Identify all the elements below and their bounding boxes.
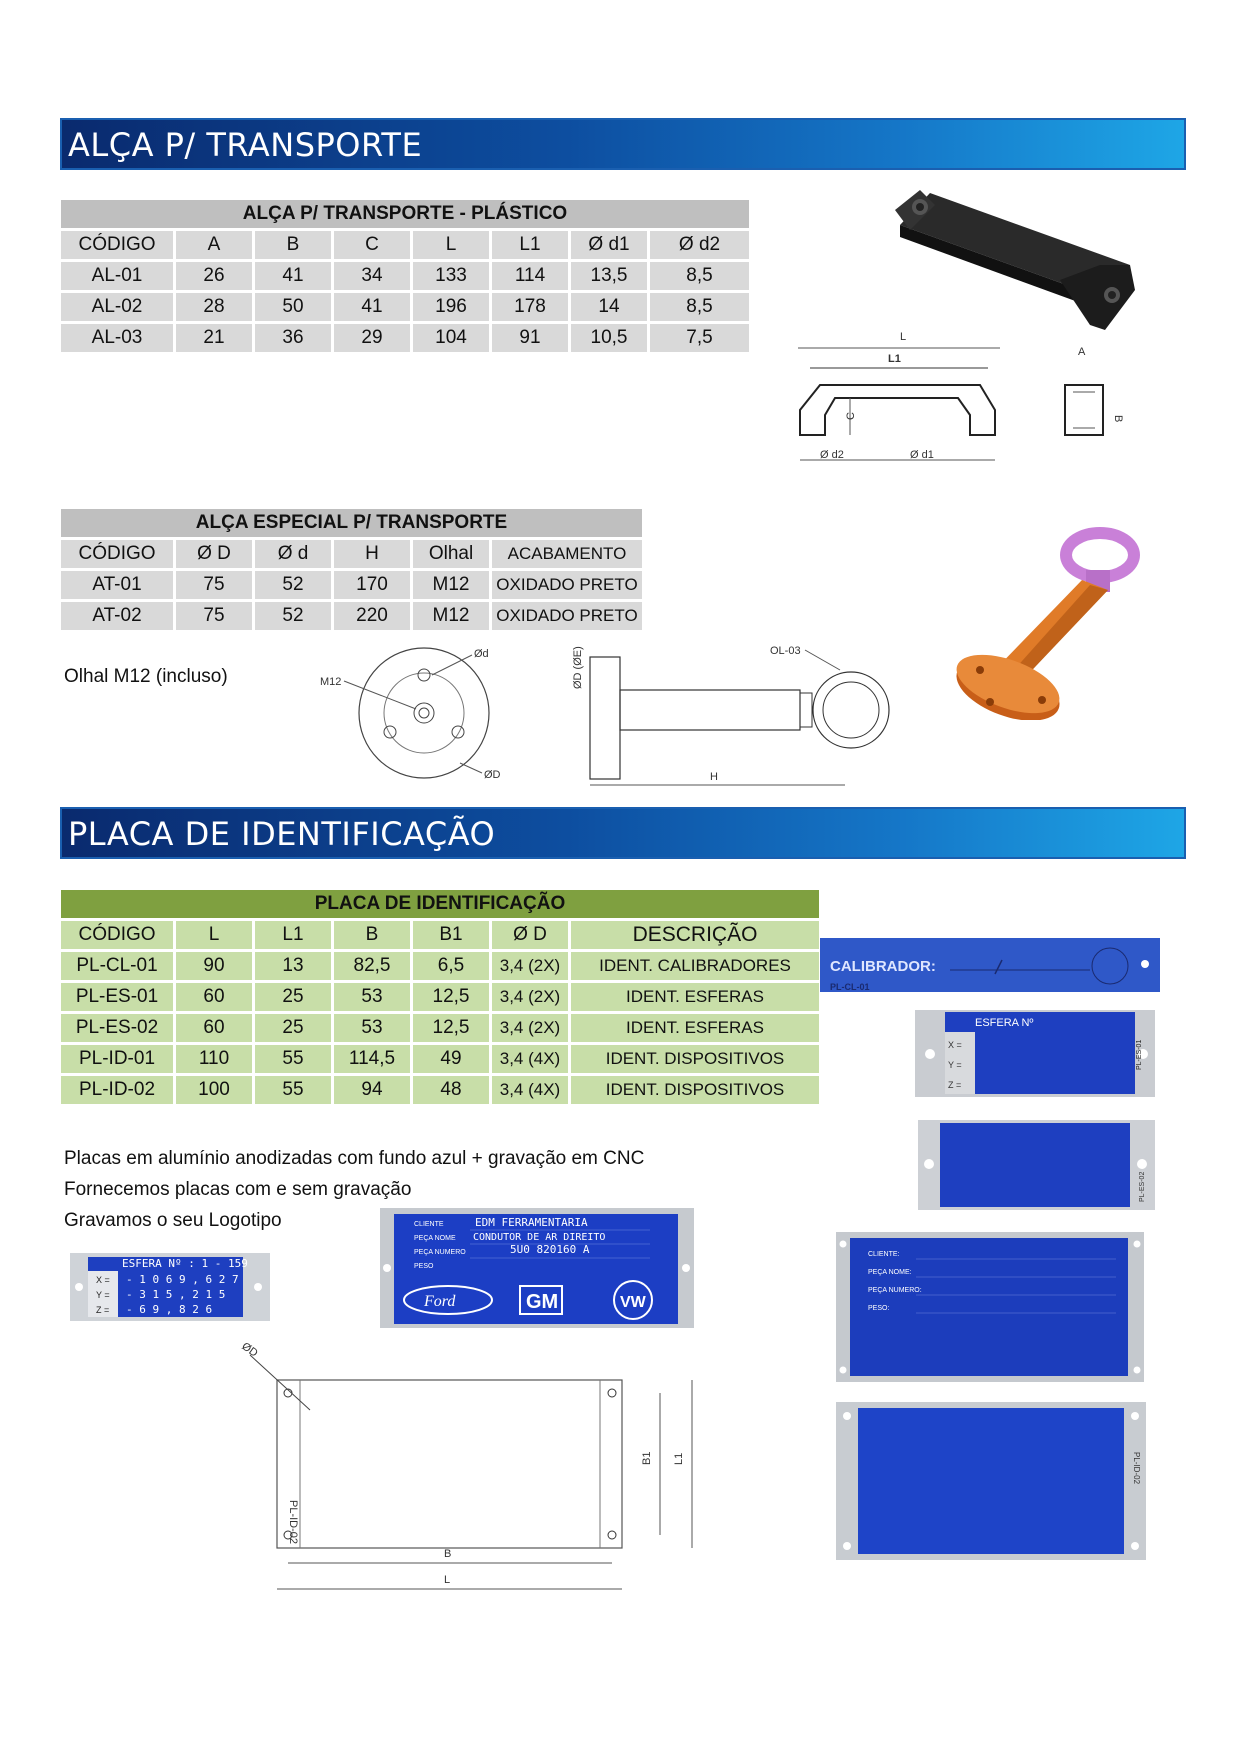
col-header: Ø D (176, 540, 252, 568)
plate-text: PEÇA NOME (414, 1235, 456, 1242)
col-header: ACABAMENTO (492, 540, 642, 568)
note-line: Gravamos o seu Logotipo (64, 1210, 282, 1231)
table-cell: M12 (413, 571, 489, 599)
dim-label: L1 (888, 353, 901, 365)
table-cell: 21 (176, 324, 252, 352)
dim-label: PL-ID-02 (287, 1500, 299, 1545)
table-cell: 14 (571, 293, 647, 321)
plate-esfera-small-image (70, 1253, 270, 1321)
col-header: Ø d2 (650, 231, 749, 259)
table-cell: 82,5 (334, 952, 410, 980)
table-cell: OXIDADO PRETO (492, 602, 642, 630)
table-cell: 114,5 (334, 1045, 410, 1073)
plate-text: PESO: (868, 1305, 890, 1312)
plate-id01-image (836, 1232, 1144, 1382)
table-cell: 196 (413, 293, 489, 321)
plate-text: X = (96, 1275, 110, 1285)
note-line: Placas em alumínio anodizadas com fundo azul + gravação em CNC (64, 1148, 645, 1169)
plate-text: - 3 1 5 , 2 1 5 (126, 1288, 226, 1301)
table-cell: AL-01 (61, 262, 173, 290)
table-cell: 41 (334, 293, 410, 321)
section-banner-alca (60, 118, 1186, 170)
plate-drawing (230, 1335, 720, 1600)
table-row (61, 262, 749, 290)
table-cell: 52 (255, 602, 331, 630)
plate-text: 5U0 820160 A (510, 1243, 590, 1256)
dim-label: Ø d1 (910, 449, 934, 461)
table-cell: IDENT. ESFERAS (571, 1014, 819, 1042)
table-cell: 13,5 (571, 262, 647, 290)
plate-text: Z = (96, 1305, 110, 1315)
table-cell: PL-ID-02 (61, 1076, 173, 1104)
table-cell: PL-ID-01 (61, 1045, 173, 1073)
dim-label: A (1078, 346, 1086, 358)
plate-text: PEÇA NUMERO (414, 1249, 466, 1256)
table-header-row (61, 231, 749, 259)
table-row (61, 1076, 819, 1104)
col-header: Ø D (492, 921, 568, 949)
dim-label: OL-03 (770, 645, 801, 657)
table-cell: 178 (492, 293, 568, 321)
dim-label: C (845, 412, 857, 420)
table-cell: 8,5 (650, 262, 749, 290)
dim-label: M12 (320, 676, 342, 688)
table-cell: AT-01 (61, 571, 173, 599)
table-cell: PL-ES-01 (61, 983, 173, 1011)
dim-label: Ød (474, 648, 489, 660)
dim-label: H (710, 771, 718, 783)
col-header: CÓDIGO (61, 921, 173, 949)
table-cell: 8,5 (650, 293, 749, 321)
col-header: L1 (492, 231, 568, 259)
table-cell: IDENT. ESFERAS (571, 983, 819, 1011)
table-title: ALÇA ESPECIAL P/ TRANSPORTE (61, 509, 642, 537)
table-cell: 50 (255, 293, 331, 321)
note-line: Fornecemos placas com e sem gravação (64, 1179, 412, 1200)
table-row (61, 602, 642, 630)
section-title: ALÇA P/ TRANSPORTE (68, 126, 423, 164)
col-header: Olhal (413, 540, 489, 568)
col-header: Ø d (255, 540, 331, 568)
special-handle-front-drawing (320, 645, 500, 785)
plate-text: PL-ID-02 (1132, 1452, 1141, 1485)
table-cell: PL-CL-01 (61, 952, 173, 980)
plate-text: PL-ES-01 (1136, 1039, 1143, 1070)
table-cell: AT-02 (61, 602, 173, 630)
dim-label: B1 (641, 1451, 653, 1465)
table-cell: IDENT. DISPOSITIVOS (571, 1076, 819, 1104)
table-cell: 55 (255, 1076, 331, 1104)
table-cell: 26 (176, 262, 252, 290)
table-cell: AL-02 (61, 293, 173, 321)
plate-text: PEÇA NOME: (868, 1269, 912, 1276)
table-cell: IDENT. DISPOSITIVOS (571, 1045, 819, 1073)
table-cell: 10,5 (571, 324, 647, 352)
handle-3d-image (890, 185, 1140, 340)
table-cell: 3,4 (2X) (492, 1014, 568, 1042)
table-cell: AL-03 (61, 324, 173, 352)
dim-label: Ø d2 (820, 449, 844, 461)
special-handle-side-drawing (555, 640, 935, 790)
plate-text: Y = (948, 1060, 962, 1070)
table-cell: PL-ES-02 (61, 1014, 173, 1042)
dim-label: L1 (673, 1452, 685, 1465)
dim-label: L (900, 331, 907, 343)
col-header: CÓDIGO (61, 540, 173, 568)
olhal-note: Olhal M12 (incluso) (64, 666, 228, 687)
col-header: B (255, 231, 331, 259)
table-cell: 114 (492, 262, 568, 290)
table-cell: 75 (176, 602, 252, 630)
col-header: Ø d1 (571, 231, 647, 259)
table-cell: 12,5 (413, 1014, 489, 1042)
table-cell: 60 (176, 983, 252, 1011)
table-cell: 220 (334, 602, 410, 630)
table-cell: 133 (413, 262, 489, 290)
plate-text: PEÇA NUMERO: (868, 1287, 922, 1294)
table-cell: 60 (176, 1014, 252, 1042)
plate-calibrador-image (820, 938, 1160, 992)
table-cell: 53 (334, 1014, 410, 1042)
table-row (61, 324, 749, 352)
table-cell: 36 (255, 324, 331, 352)
col-header: B1 (413, 921, 489, 949)
logo-text: VW (620, 1294, 646, 1311)
handle-drawing (790, 330, 1140, 478)
dim-label: ØD (ØE) (572, 646, 584, 689)
table-cell: 170 (334, 571, 410, 599)
table-cell: 49 (413, 1045, 489, 1073)
plate-text: PL-CL-01 (830, 982, 870, 992)
table-cell: 52 (255, 571, 331, 599)
plate-text: Z = (948, 1080, 962, 1090)
col-header: L (413, 231, 489, 259)
table-cell: 90 (176, 952, 252, 980)
col-header: H (334, 540, 410, 568)
col-header: DESCRIÇÃO (571, 921, 819, 949)
col-header: L (176, 921, 252, 949)
table-title: ALÇA P/ TRANSPORTE - PLÁSTICO (61, 200, 749, 228)
col-header: A (176, 231, 252, 259)
logo-text: Ford (424, 1293, 456, 1310)
dim-label: B (1112, 415, 1124, 423)
plate-text: Y = (96, 1290, 110, 1300)
table-cell: M12 (413, 602, 489, 630)
table-cell: 91 (492, 324, 568, 352)
table-cell: 3,4 (2X) (492, 983, 568, 1011)
table-row (61, 1014, 819, 1042)
plate-text: PESO (414, 1263, 434, 1270)
plate-es02-image (918, 1120, 1155, 1210)
table-cell: 53 (334, 983, 410, 1011)
table-row (61, 1045, 819, 1073)
dim-label: B (444, 1548, 452, 1560)
plate-text: ESFERA Nº : 1 - 159 (122, 1257, 248, 1270)
table-cell: 48 (413, 1076, 489, 1104)
dim-label: ØD (484, 769, 500, 781)
table-row (61, 293, 749, 321)
table-cell: 25 (255, 983, 331, 1011)
col-header: C (334, 231, 410, 259)
table-cell: 3,4 (4X) (492, 1045, 568, 1073)
table-cell: 3,4 (2X) (492, 952, 568, 980)
plate-text: CONDUTOR DE AR DIREITO (473, 1232, 606, 1243)
table-cell: 25 (255, 1014, 331, 1042)
table-cell: 41 (255, 262, 331, 290)
plate-text: EDM FERRAMENTARIA (475, 1216, 588, 1229)
col-header: CÓDIGO (61, 231, 173, 259)
plate-text: ESFERA Nº (975, 1017, 1034, 1029)
table-cell: OXIDADO PRETO (492, 571, 642, 599)
dim-label: ØD (239, 1340, 260, 1360)
table-cell: 100 (176, 1076, 252, 1104)
table-cell: 13 (255, 952, 331, 980)
table-alca-plastico (58, 197, 752, 355)
table-placa-identificacao (58, 887, 822, 1107)
table-cell: 75 (176, 571, 252, 599)
table-cell: 55 (255, 1045, 331, 1073)
table-cell: 34 (334, 262, 410, 290)
plate-text: CLIENTE: (868, 1251, 900, 1258)
plate-id02-image (836, 1402, 1146, 1560)
plate-text: CLIENTE (414, 1221, 444, 1228)
table-cell: IDENT. CALIBRADORES (571, 952, 819, 980)
table-cell: 104 (413, 324, 489, 352)
table-cell: 94 (334, 1076, 410, 1104)
col-header: B (334, 921, 410, 949)
table-title: PLACA DE IDENTIFICAÇÃO (61, 890, 819, 918)
table-cell: 110 (176, 1045, 252, 1073)
table-cell: 28 (176, 293, 252, 321)
table-header-row (61, 540, 642, 568)
section-title: PLACA DE IDENTIFICAÇÃO (68, 815, 496, 853)
table-cell: 12,5 (413, 983, 489, 1011)
table-row (61, 983, 819, 1011)
plate-text: - 1 0 6 9 , 6 2 7 (126, 1273, 239, 1286)
dim-label: L (444, 1574, 451, 1586)
plate-esfera-image (915, 1010, 1155, 1097)
plate-text: X = (948, 1040, 962, 1050)
table-row (61, 952, 819, 980)
table-cell: 29 (334, 324, 410, 352)
section-banner-placa (60, 807, 1186, 859)
special-handle-3d-image (950, 520, 1140, 720)
table-row (61, 571, 642, 599)
plate-text: CALIBRADOR: (830, 958, 936, 975)
plate-text: - 6 9 , 8 2 6 (126, 1303, 213, 1316)
table-cell: 6,5 (413, 952, 489, 980)
plate-text: PL-ES-02 (1139, 1171, 1146, 1202)
col-header: L1 (255, 921, 331, 949)
table-alca-especial (58, 506, 645, 633)
table-cell: 7,5 (650, 324, 749, 352)
logo-text: GM (526, 1291, 559, 1313)
plate-logo-image (380, 1208, 694, 1328)
table-cell: 3,4 (4X) (492, 1076, 568, 1104)
table-header-row (61, 921, 819, 949)
